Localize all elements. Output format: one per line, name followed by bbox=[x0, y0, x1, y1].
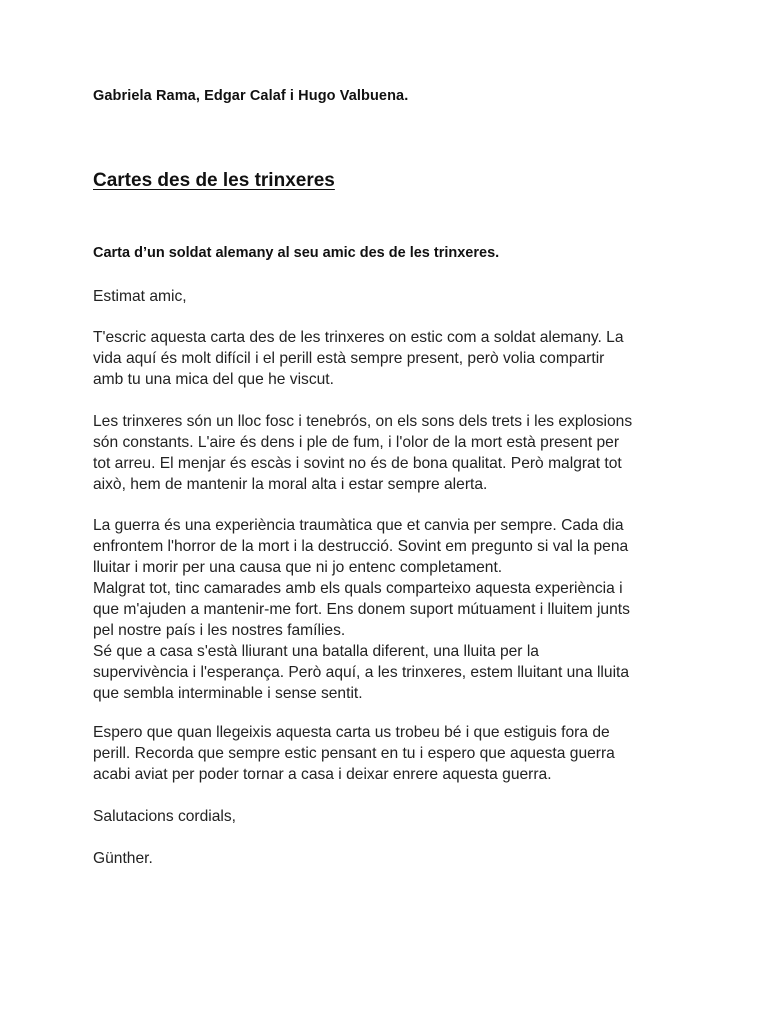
paragraph-line: que m'ajuden a mantenir-me fort. Ens donem suport mútuament i lluitem junts bbox=[93, 601, 630, 618]
authors-line: Gabriela Rama, Edgar Calaf i Hugo Valbuena. bbox=[93, 88, 409, 104]
paragraph-4 bbox=[93, 722, 683, 785]
paragraph-line: T'escric aquesta carta des de les trinxeres on estic com a soldat alemany. La bbox=[93, 329, 624, 346]
paragraph-line: amb tu una mica del que he viscut. bbox=[93, 371, 334, 388]
paragraph-3 bbox=[93, 515, 683, 704]
paragraph-line: pel nostre país i les nostres famílies. bbox=[93, 622, 346, 639]
paragraph-line: lluitar i morir per una causa que ni jo entenc completament. bbox=[93, 559, 503, 576]
paragraph-line: Espero que quan llegeixis aquesta carta us trobeu bé i que estiguis fora de bbox=[93, 724, 610, 741]
letter-closing: Salutacions cordials, bbox=[93, 808, 237, 825]
paragraph-line: La guerra és una experiència traumàtica que et canvia per sempre. Cada dia bbox=[93, 517, 624, 534]
paragraph-2 bbox=[93, 411, 683, 495]
paragraph-line: Les trinxeres són un lloc fosc i tenebrós, on els sons dels trets i les explosions bbox=[93, 413, 633, 430]
letter-signature: Günther. bbox=[93, 850, 153, 867]
document-title: Cartes des de les trinxeres bbox=[93, 170, 335, 191]
paragraph-line: enfrontem l'horror de la mort i la destrucció. Sovint em pregunto si val la pena bbox=[93, 538, 629, 555]
paragraph-line: Sé que a casa s'està lliurant una batalla diferent, una lluita per la bbox=[93, 643, 539, 660]
paragraph-1 bbox=[93, 327, 683, 390]
paragraph-line: això, hem de mantenir la moral alta i estar sempre alerta. bbox=[93, 476, 488, 493]
paragraph-line: que sembla interminable i sense sentit. bbox=[93, 685, 363, 702]
paragraph-line: supervivència i l'esperança. Però aquí, a les trinxeres, estem lluitant una lluita bbox=[93, 664, 630, 681]
paragraph-line: tot arreu. El menjar és escàs i sovint no és de bona qualitat. Però malgrat tot bbox=[93, 455, 622, 472]
paragraph-line: perill. Recorda que sempre estic pensant en tu i espero que aquesta guerra bbox=[93, 745, 615, 762]
paragraph-line: Malgrat tot, tinc camarades amb els quals comparteixo aquesta experiència i bbox=[93, 580, 623, 597]
paragraph-line: acabi aviat per poder tornar a casa i deixar enrere aquesta guerra. bbox=[93, 766, 552, 783]
letter-greeting: Estimat amic, bbox=[93, 288, 187, 305]
letter-subtitle: Carta d’un soldat alemany al seu amic des de les trinxeres. bbox=[93, 245, 500, 261]
paragraph-line: vida aquí és molt difícil i el perill està sempre present, però volia compartir bbox=[93, 350, 605, 367]
paragraph-line: són constants. L'aire és dens i ple de fum, i l'olor de la mort està present per bbox=[93, 434, 620, 451]
